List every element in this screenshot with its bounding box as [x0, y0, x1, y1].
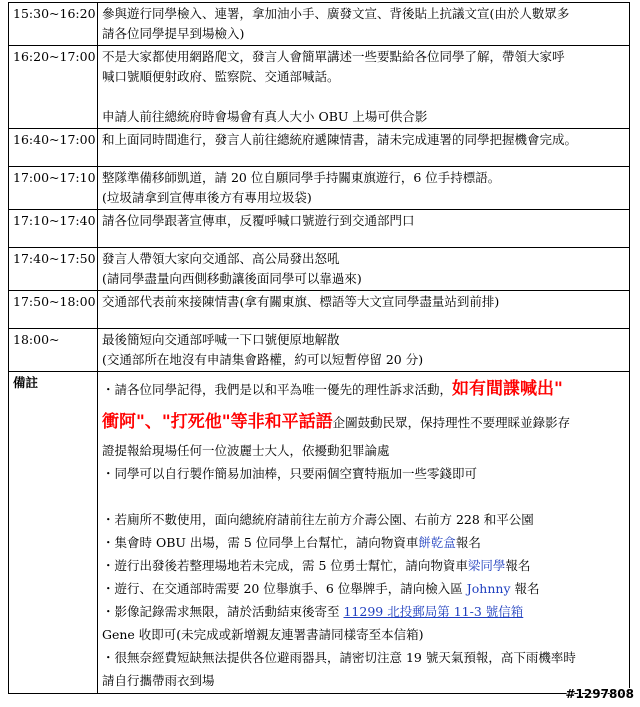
time-slot: 17:50~18:00	[13, 294, 96, 309]
notes-section	[9, 372, 630, 694]
description-cell	[98, 46, 630, 129]
description-cell	[98, 248, 630, 291]
description-line: 發言人帶領大家向交通部、高公局發出怒吼	[102, 251, 340, 266]
description-line: 喊口號順便射政府、監察院、交通部喊話。	[102, 69, 340, 84]
note-5b: 報名	[505, 558, 531, 573]
time-cell	[9, 248, 98, 291]
time-cell	[9, 46, 98, 129]
time-slot: 17:10~17:40	[13, 213, 96, 228]
time-slot: 16:20~17:00	[13, 49, 96, 64]
schedule-row	[9, 248, 630, 291]
description-line: 請各位同學提早到場檢入)	[102, 26, 245, 41]
note-line-1	[102, 373, 625, 406]
description-line: 整隊準備移師凱道，請 20 位自願同學手持關東旗遊行，6 位手持標語。	[102, 170, 501, 185]
schedule-body	[9, 3, 630, 372]
mailbox-address-link[interactable]: 11299 北投郵局第 11-3 號信箱	[343, 604, 524, 619]
schedule-row	[9, 46, 630, 129]
schedule-table	[8, 2, 630, 694]
note-1-red-1: 如有間諜喊出"	[452, 379, 563, 399]
description-cell	[98, 291, 630, 329]
note-line-6	[102, 531, 625, 554]
schedule-row	[9, 329, 630, 372]
time-slot: 17:00~17:10	[13, 170, 96, 185]
note-4b: 報名	[455, 535, 481, 550]
schedule-row	[9, 129, 630, 167]
time-slot: 17:40~17:50	[13, 251, 96, 266]
note-6-name: Johnny	[466, 581, 511, 596]
time-slot: 15:30~16:20	[13, 6, 96, 21]
description-line	[102, 87, 625, 107]
time-cell	[9, 129, 98, 167]
description-line: 最後簡短向交通部呼喊一下口號便原地解散	[102, 332, 340, 347]
schedule-row	[9, 167, 630, 210]
watermark: #1297808	[565, 687, 634, 701]
description-line: 請各位同學跟著宣傳車，反覆呼喊口號遊行到交通部門口	[102, 213, 415, 228]
schedule-row	[9, 291, 630, 329]
notes-row	[9, 372, 630, 694]
notes-cell	[98, 372, 630, 694]
note-line-11: ・很無奈經費短缺無法提供各位避雨器具，請密切注意 19 號天氣預報，高下雨機率時	[102, 650, 576, 665]
note-line-2	[102, 406, 625, 439]
schedule-row	[9, 3, 630, 46]
notes-label-cell	[9, 372, 98, 694]
note-line-9	[102, 600, 625, 623]
time-slot: 16:40~17:00	[13, 132, 96, 147]
note-line-12: 請自行攜帶雨衣到場	[102, 673, 215, 688]
note-1b: 企圖鼓動民眾，保持理性不要理睬並錄影存	[332, 415, 571, 430]
note-5-name: 梁同學	[467, 558, 506, 573]
note-7a: ・影像記錄需求無限，請於活動結束後寄至	[102, 604, 344, 619]
note-6a: ・遊行、在交通部時需要 20 位舉旗手、6 位舉牌手，請向檢入區	[102, 581, 467, 596]
note-line-5: ・若廁所不數使用，面向總統府請前往左前方介壽公園、右前方 228 和平公園	[102, 512, 534, 527]
note-1-red-2: 衝阿"、"打死他"等非和平話語	[102, 412, 333, 432]
note-4a: ・集會時 OBU 出場，需 5 位同學上台幫忙，請向物資車	[102, 535, 419, 550]
description-cell	[98, 129, 630, 167]
note-line-3: 證提報給現場任何一位波麗士大人，依擾動犯罪論處	[102, 443, 390, 458]
description-cell	[98, 210, 630, 248]
time-slot: 18:00~	[13, 332, 60, 347]
note-blank	[102, 485, 625, 508]
note-4-name: 餅乾盒	[418, 535, 456, 550]
notes-label: 備註	[13, 375, 39, 390]
note-6b: 報名	[510, 581, 540, 596]
note-line-8	[102, 577, 625, 600]
note-line-10: Gene 收即可(未完成或新增親友連署書請同樣寄至本信箱)	[102, 627, 424, 642]
description-line: 申請人前往總統府時會場會有真人大小 OBU 上場可供合影	[102, 109, 428, 124]
time-cell	[9, 329, 98, 372]
schedule-row	[9, 210, 630, 248]
time-cell	[9, 3, 98, 46]
note-5a: ・遊行出發後若整理場地若未完成，需 5 位勇士幫忙，請向物資車	[102, 558, 468, 573]
description-line: (垃圾請拿到宣傳車後方有專用垃圾袋)	[102, 190, 312, 205]
description-cell	[98, 167, 630, 210]
description-line: 參與遊行同學檢入、連署，拿加油小手、廣發文宣、背後貼上抗議文宣(由於人數眾多	[102, 6, 570, 21]
description-line: (請同學盡量向西側移動讓後面同學可以靠過來)	[102, 271, 362, 286]
note-line-7	[102, 554, 625, 577]
description-line: 不是大家都使用網路爬文，發言人會簡單講述一些要點給各位同學了解，帶領大家呼	[102, 49, 565, 64]
note-1a: ・請各位同學記得，我們是以和平為唯一優先的理性訴求活動，	[102, 382, 453, 397]
description-line: 交通部代表前來接陳情書(拿有關東旗、標語等大文宣同學盡量站到前排)	[102, 294, 500, 309]
time-cell	[9, 167, 98, 210]
note-line-4: ・同學可以自行製作簡易加油棒，只要兩個空寶特瓶加一些零錢即可	[102, 466, 478, 481]
time-cell	[9, 210, 98, 248]
description-line: 和上面同時間進行，發言人前往總統府遞陳情書，請未完成連署的同學把握機會完成。	[102, 132, 578, 147]
description-line: (交通部所在地沒有申請集會路權，約可以短暫停留 20 分)	[102, 352, 424, 367]
description-cell	[98, 329, 630, 372]
description-cell	[98, 3, 630, 46]
time-cell	[9, 291, 98, 329]
